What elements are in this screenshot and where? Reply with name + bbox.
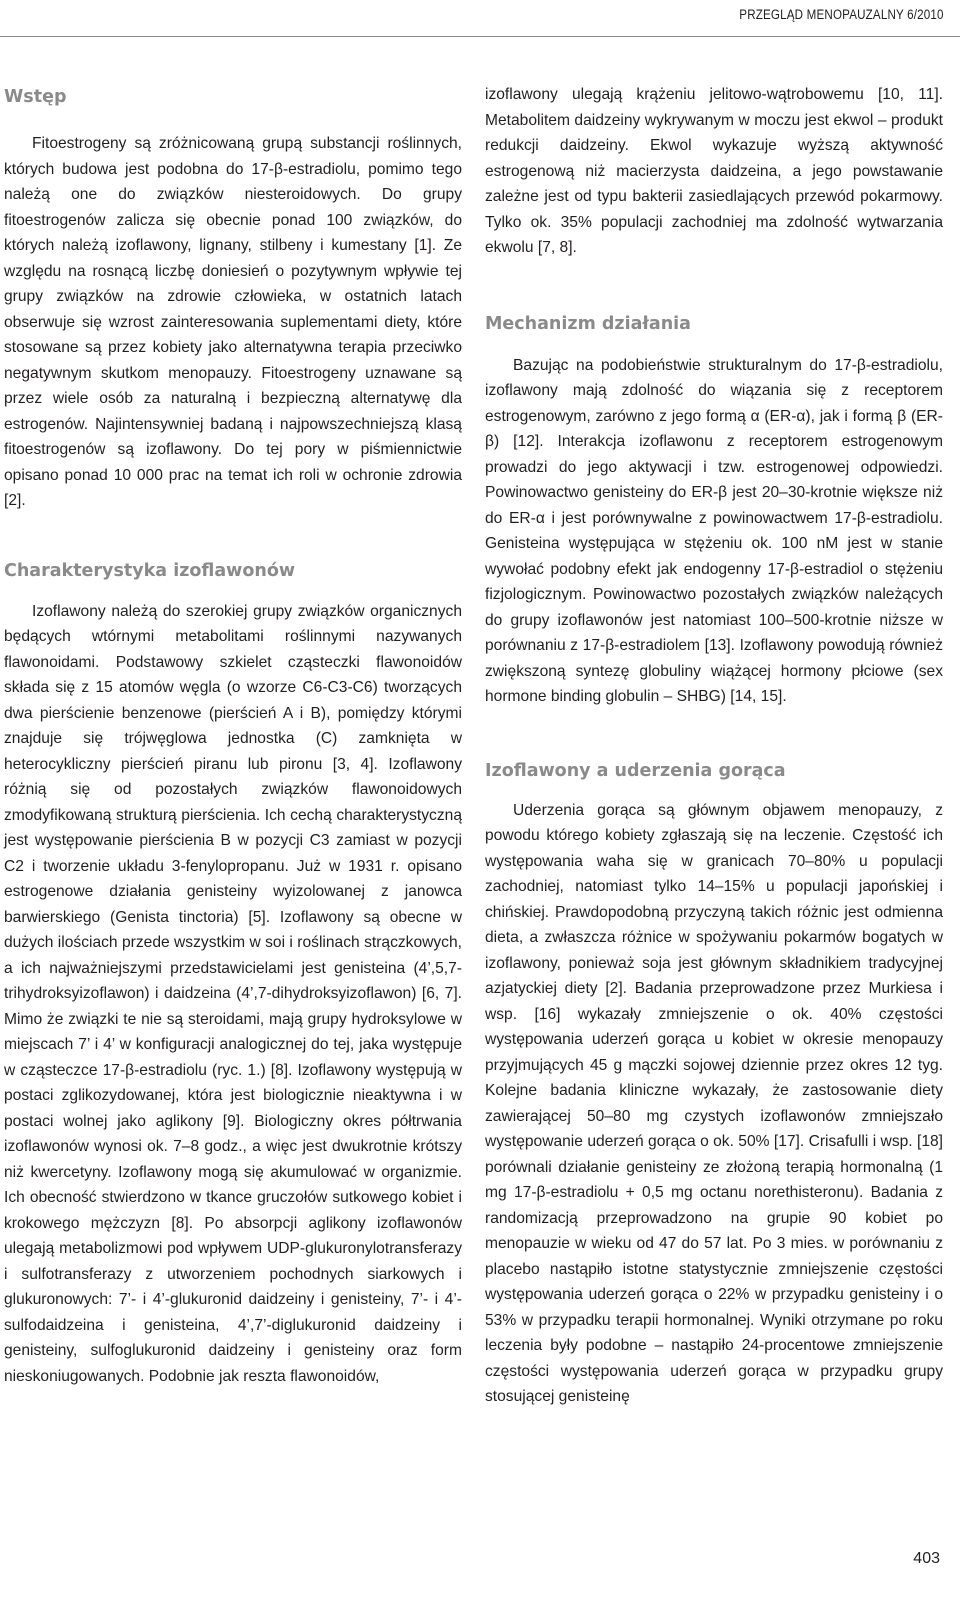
paragraph-mechanizm — [485, 353, 943, 710]
paragraph-wstep — [4, 131, 462, 514]
paragraph-charakterystyka — [4, 599, 462, 1390]
paragraph-text: Izoflawony należą do szerokiej grupy związków organicznych będących wtórnymi metabolitami roślinnymi nazywanych flawonoidami. Podstawowy szkielet cząsteczki flawonoidów składa się z 15 atomów węgla (o wzorze C6-C3-C6) tworzących dwa pierścienie benzenowe (pierścień A i B), pomiędzy którymi znajduje się trójwęglowa jednostka (C) zamknięta w heterocykliczny pierścień piranu lub pironu [3, 4]. Izoflawony różnią się od pozostałych związków flawonoidowych zmodyfikowaną strukturą pierścienia. Ich cechą charakterystyczną jest występowanie pierścienia B w pozycji C3 zamiast w pozycji C2 i tworzenie układu 3-fenylopropanu. Już w 1931 r. opisano estrogenowe działania genisteiny wyizolowanej z janowca barwierskiego (Genista tinctoria) [5]. Izoflawony są obecne w dużych ilościach przede wszystkim w soi i roślinach strączkowych, a ich najważniejszymi przedstawicielami jest genisteina (4’,5,7-trihydroksyizoflawon) i daidzeina (4’,7-dihydroksyizoflawon) [6, 7]. Mimo że związki te nie są steroidami, mają grupy hydroksylowe w miejscach 7’ i 4’ w konfiguracji analogicznej do tej, jaka występuje w cząsteczce 17-β-estradiolu (ryc. 1.) [8]. Izoflawony występują w postaci zglikozydowanej, która jest biologicznie nieaktywna i w postaci wolnej jako aglikony [9]. Biologiczny okres półtrwania izoflawonów wynosi ok. 7–8 godz., a więc jest dwukrotnie krótszy niż kwercetyny. Izoflawony mogą się akumulować w organizmie. Ich obecność stwierdzono w tkance gruczołów sutkowego kobiet i krokowego mężczyzn [8]. Po absorpcji aglikony izoflawonów ulegają metabolizmowi pod wpływem UDP-glukuronylotransferazy i sulfotransferazy z utworzeniem pochodnych siarkowych i glukuronowych: 7’- i 4’-glukuronid daidzeiny i genisteiny, 7’- i 4’-sulfodaidzeina i genisteina, 4’,7’-diglukuronid daidzeiny i genisteiny, sulfoglukuronid daidzeiny i genisteiny oraz form nieskoniugowanych. Podobnie jak reszta flawonoidów, — [4, 602, 462, 1385]
paragraph-text: Uderzenia gorąca są głównym objawem menopauzy, z powodu którego kobiety zgłaszają się na leczenie. Częstość ich występowania waha się w granicach 70–80% u populacji zachodniej, natomiast tylko 14–15% u populacji japońskiej i chińskiej. Prawdopodobną przyczyną takich różnic jest odmienna dieta, a zwłaszcza różnice w spożywaniu pokarmów bogatych w izoflawony, ponieważ soja jest głównym składnikiem tradycyjnej azjatyckiej diety [2]. Badania przeprowadzone przez Murkiesa i wsp. [16] wykazały zmniejszenie o ok. 40% częstości występowania uderzeń gorąca u kobiet w okresie menopauzy przyjmujących 45 g mączki sojowej dziennie przez okres 12 tyg. Kolejne badania kliniczne wykazały, że zastosowanie diety zawierającej 50–80 mg czystych izoflawonów zmniejszało występowanie uderzeń gorąca o ok. 50% [17]. Crisafulli i wsp. [18] porównali działanie genisteiny ze złożoną terapią hormonalną (1 mg 17-β-estradiolu + 0,5 mg octanu norethisteronu). Badania z randomizacją przeprowadzono na grupie 90 kobiet po menopauzie w wieku od 47 do 57 lat. Po 3 mies. w porównaniu z placebo nastąpiło istotne statystycznie zmniejszenie częstości występowania uderzeń gorąca o 22% w przypadku genisteiny i o 53% w przypadku terapii hormonalnej. Wyniki otrzymane po roku leczenia były podobne – nastąpiło 24-procentowe zmniejszenie częstości występowania uderzeń gorąca w przypadku grupy stosującej genisteinę — [485, 801, 943, 1405]
page-number: 403 — [913, 1550, 940, 1567]
section-heading-uderzenia: Izoflawony a uderzenia gorąca — [485, 760, 786, 781]
section-heading-mechanizm: Mechanizm działania — [485, 313, 691, 334]
running-header — [0, 0, 960, 37]
paragraph-text: Bazując na podobieństwie strukturalnym do 17-β-estradiolu, izoflawony mają zdolność do wiązania się z receptorem estrogenowym, zarówno z jego formą α (ER-α), jak i formą β (ER-β) [12]. Interakcja izoflawonu z receptorem estrogenowym prowadzi do jego aktywacji i tzw. estrogenowej odpowiedzi. Powinowactwo genisteiny do ER-β jest 20–30-krotnie większe niż do ER-α i jest porównywalne z powinowactwem 17-β-estradiolu. Genisteina występująca w stężeniu ok. 100 nM jest w stanie wywołać podobny efekt jak endogenny 17-β-estradiol o stężeniu fizjologicznym. Powinowactwo pozostałych związków należących do grupy izoflawonów jest natomiast 100–500-krotnie niższe w porównaniu z 17-β-estradiolem [13]. Izoflawony powodują również zwiększoną syntezę globuliny wiążącej hormony płciowe (sex hormone binding globulin – SHBG) [14, 15]. — [485, 356, 943, 705]
section-heading-wstep: Wstęp — [4, 87, 67, 107]
right-column — [485, 82, 943, 1410]
paragraph-text: Fitoestrogeny są zróżnicowaną grupą substancji roślinnych, których budowa jest podobna do 17-β-estradiolu, pomimo tego należą one do związków niesteroidowych. Do grupy fitoestrogenów zalicza się obecnie ponad 100 związków, do których należą izoflawony, lignany, stilbeny i kumestany [1]. Ze względu na rosnącą liczbę doniesień o pozytywnym wpływie tej grupy związków na zdrowie człowieka, w ostatnich latach obserwuje się wzrost zainteresowania suplementami diety, które stosowane są przez kobiety jako alternatywna terapia przeciwko negatywnym skutkom menopauzy. Fitoestrogeny uznawane są przez wiele osób za naturalną i bezpieczną alternatywę dla estrogenów. Najintensywniej badaną i najpowszechniejszą klasą fitoestrogenów są izoflawony. Do tej pory w piśmiennictwie opisano ponad 10 000 prac na temat ich roli w ochronie zdrowia [2]. — [4, 135, 462, 509]
paragraph-text: izoflawony ulegają krążeniu jelitowo-wątrobowemu [10, 11]. Metabolitem daidzeiny wykrywanym w moczu jest ekwol – produkt redukcji daidzeiny. Ekwol wykazuje wyższą aktywność estrogenową niż macierzysta daidzeina, a jego powstawanie zależne jest od typu bakterii zasiedlających przewód pokarmowy. Tylko ok. 35% populacji zachodniej ma zdolność wytwarzania ekwolu [7, 8]. — [485, 86, 943, 256]
left-column — [4, 82, 462, 1389]
journal-title: PRZEGLĄD MENOPAUZALNY 6/2010 — [739, 7, 944, 22]
paragraph-charakterystyka-cont — [485, 82, 943, 261]
paragraph-uderzenia — [485, 798, 943, 1410]
section-heading-charakterystyka: Charakterystyka izoflawonów — [4, 560, 296, 581]
